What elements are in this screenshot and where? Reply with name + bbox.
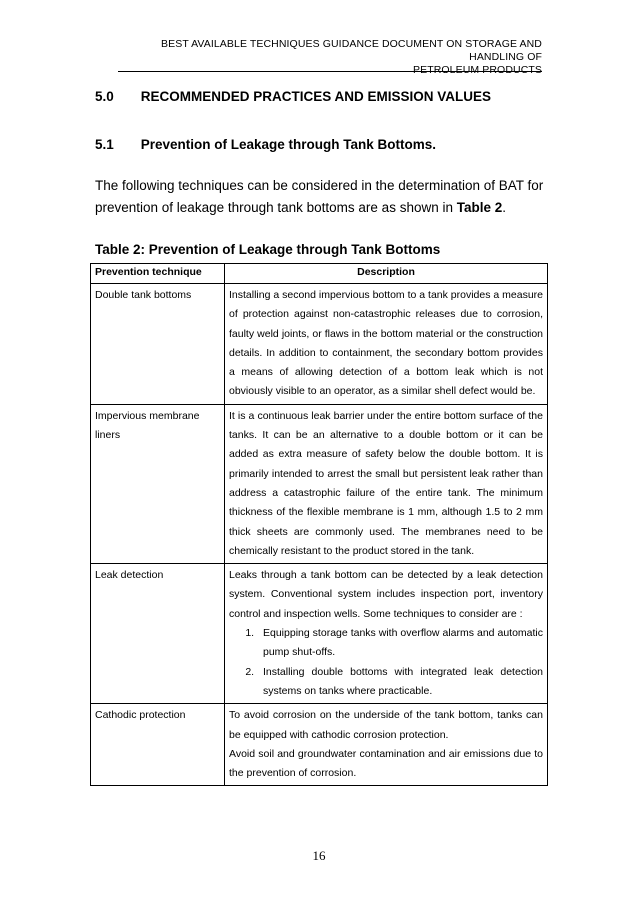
header-line-2: PETROLEUM PRODUCTS — [413, 64, 542, 76]
table-caption: Table 2: Prevention of Leakage through Tank Bottoms — [95, 242, 441, 257]
technique-cell: Impervious membrane liners — [91, 404, 225, 563]
section-heading-5-0 — [95, 89, 491, 104]
description-text: To avoid corrosion on the underside of the tank bottom, tanks can be equipped with cathodic corrosion protection. — [229, 709, 543, 741]
description-text: Leaks through a tank bottom can be detected by a leak detection system. Conventional system includes inspection port, inventory control and inspection wells. Some techniques to consider are : — [229, 569, 543, 620]
section-number: 5.1 — [95, 137, 114, 152]
table-row — [91, 564, 548, 704]
section-number: 5.0 — [95, 89, 114, 104]
table-header-row — [91, 264, 548, 284]
column-header-technique: Prevention technique — [91, 264, 225, 284]
list-item: 1. Equipping storage tanks with overflow alarms and automatic pump shut-offs. — [257, 624, 543, 663]
description-cell — [225, 564, 548, 704]
section-title: Prevention of Leakage through Tank Bottoms. — [140, 137, 437, 152]
technique-list — [229, 624, 543, 701]
description-cell: Installing a second impervious bottom to a tank provides a measure of protection against non-catastrophic releases due to corrosion, faulty weld joints, or flaws in the bottom material or the construction details. In addition to containment, the secondary bottom provides a means of allowing detection of a bottom leak which is not obviously visible to an operator, as a similar shell defect would be. — [225, 284, 548, 405]
column-header-description: Description — [225, 264, 548, 284]
page-number: 16 — [312, 848, 326, 863]
description-cell: It is a continuous leak barrier under the entire bottom surface of the tanks. It can be an alternative to a double bottom or it can be added as extra measure of safety below the double bottom. It is primarily intended to arrest the small but persistent leak rather than address a catastrophic failure of the entire tank. The minimum thickness of the flexible membrane is 1 mm, although 1.5 to 2 mm thick sheets are commonly used. The membranes need to be chemically resistant to the product stored in the tank. — [225, 404, 548, 563]
table-row — [91, 704, 548, 786]
intro-paragraph — [95, 175, 555, 219]
header-line-1: BEST AVAILABLE TECHNIQUES GUIDANCE DOCUMENT ON STORAGE AND HANDLING OF — [161, 38, 542, 63]
intro-text-end: . — [502, 200, 507, 215]
section-heading-5-1 — [95, 137, 436, 152]
prevention-table — [90, 263, 548, 786]
list-item: 2. Installing double bottoms with integrated leak detection systems on tanks where practicable. — [257, 663, 543, 702]
section-title: RECOMMENDED PRACTICES AND EMISSION VALUES — [140, 89, 492, 104]
description-text: Avoid soil and groundwater contamination and air emissions due to the prevention of corrosion. — [229, 747, 543, 780]
description-cell — [225, 704, 548, 786]
table-row — [91, 284, 548, 405]
technique-cell: Double tank bottoms — [91, 284, 225, 405]
technique-cell: Leak detection — [91, 564, 225, 704]
table-reference: Table 2 — [456, 200, 503, 215]
technique-cell: Cathodic protection — [91, 704, 225, 786]
header-divider — [118, 71, 542, 72]
intro-text: The following techniques can be considered in the determination of BAT for prevention of leakage through tank bottoms are as shown in — [95, 178, 544, 215]
table-row — [91, 404, 548, 563]
